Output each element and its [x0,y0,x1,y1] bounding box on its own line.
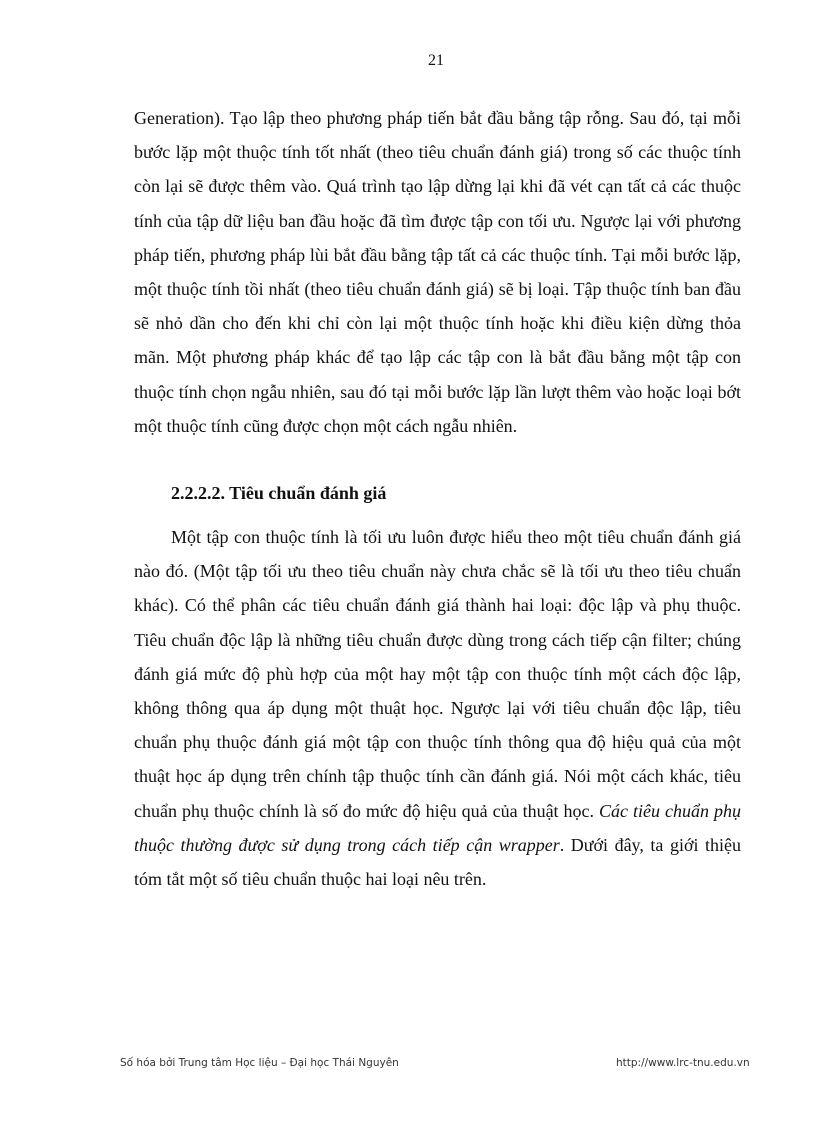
footer-source: Số hóa bởi Trung tâm Học liệu – Đại học Thái Nguyên [120,1057,399,1069]
intro-paragraph-text: Generation). Tạo lập theo phương pháp tiến bắt đầu bằng tập rỗng. Sau đó, tại mỗi bước lặp một thuộc tính tốt nhất (theo tiêu chuẩn đánh giá) trong số các thuộc tính còn lại sẽ được thêm vào. Quá trình tạo lập dừng lại khi đã vét cạn tất cả các thuộc tính của tập dữ liệu ban đầu hoặc đã tìm được tập con tối ưu. Ngược lại với phương pháp tiến, phương pháp lùi bắt đầu bằng tập tất cả các thuộc tính. Tại mỗi bước lặp, một thuộc tính tồi nhất (theo tiêu chuẩn đánh giá) sẽ bị loại. Tập thuộc tính ban đầu sẽ nhỏ dần cho đến khi chỉ còn lại một thuộc tính hoặc khi điều kiện dừng thỏa mãn. Một phương pháp khác để tạo lập các tập con là bắt đầu bằng một tập con thuộc tính chọn ngẫu nhiên, sau đó tại mỗi bước lặp lần lượt thêm vào hoặc loại bớt một thuộc tính cũng được chọn một cách ngẫu nhiên. [134,108,741,436]
italic-sentence: Các tiêu chuẩn phụ thuộc thường được sử dụng trong cách tiếp cận wrapper [134,800,742,855]
page-number: 21 [428,52,444,69]
main-paragraph-text: Một tập con thuộc tính là tối ưu luôn được hiểu theo một tiêu chuẩn đánh giá nào đó. (Một tập tối ưu theo tiêu chuẩn này chưa chắc sẽ là tối ưu theo tiêu chuẩn khác). Có thể phân các tiêu chuẩn đánh giá thành hai loại: độc lập và phụ thuộc. Tiêu chuẩn độc lập là những tiêu chuẩn được dùng trong cách tiếp cận filter; chúng đánh giá mức độ phù hợp của một hay một tập con thuộc tính một cách độc lập, không thông qua áp dụng một thuật học. Ngược lại với tiêu chuẩn độc lập, tiêu chuẩn phụ thuộc đánh giá một tập con thuộc tính thông qua độ hiệu quả của một thuật học áp dụng trên chính tập thuộc tính cần đánh giá. Nói một cách khác, tiêu chuẩn phụ thuộc chính là số đo mức độ hiệu quả của thuật học. [134,527,741,821]
main-paragraph [134,520,741,896]
italic-sentence-end: . [559,834,565,855]
closing-sentence: Dưới đây, ta giới thiệu tóm tắt một số tiêu chuẩn thuộc hai loại nêu trên. [134,834,741,890]
intro-paragraph [134,101,741,443]
section-heading: 2.2.2.2. Tiêu chuẩn đánh giá [171,483,387,503]
main-paragraph-content [134,520,741,896]
footer-url: http://www.lrc-tnu.edu.vn [616,1057,750,1069]
